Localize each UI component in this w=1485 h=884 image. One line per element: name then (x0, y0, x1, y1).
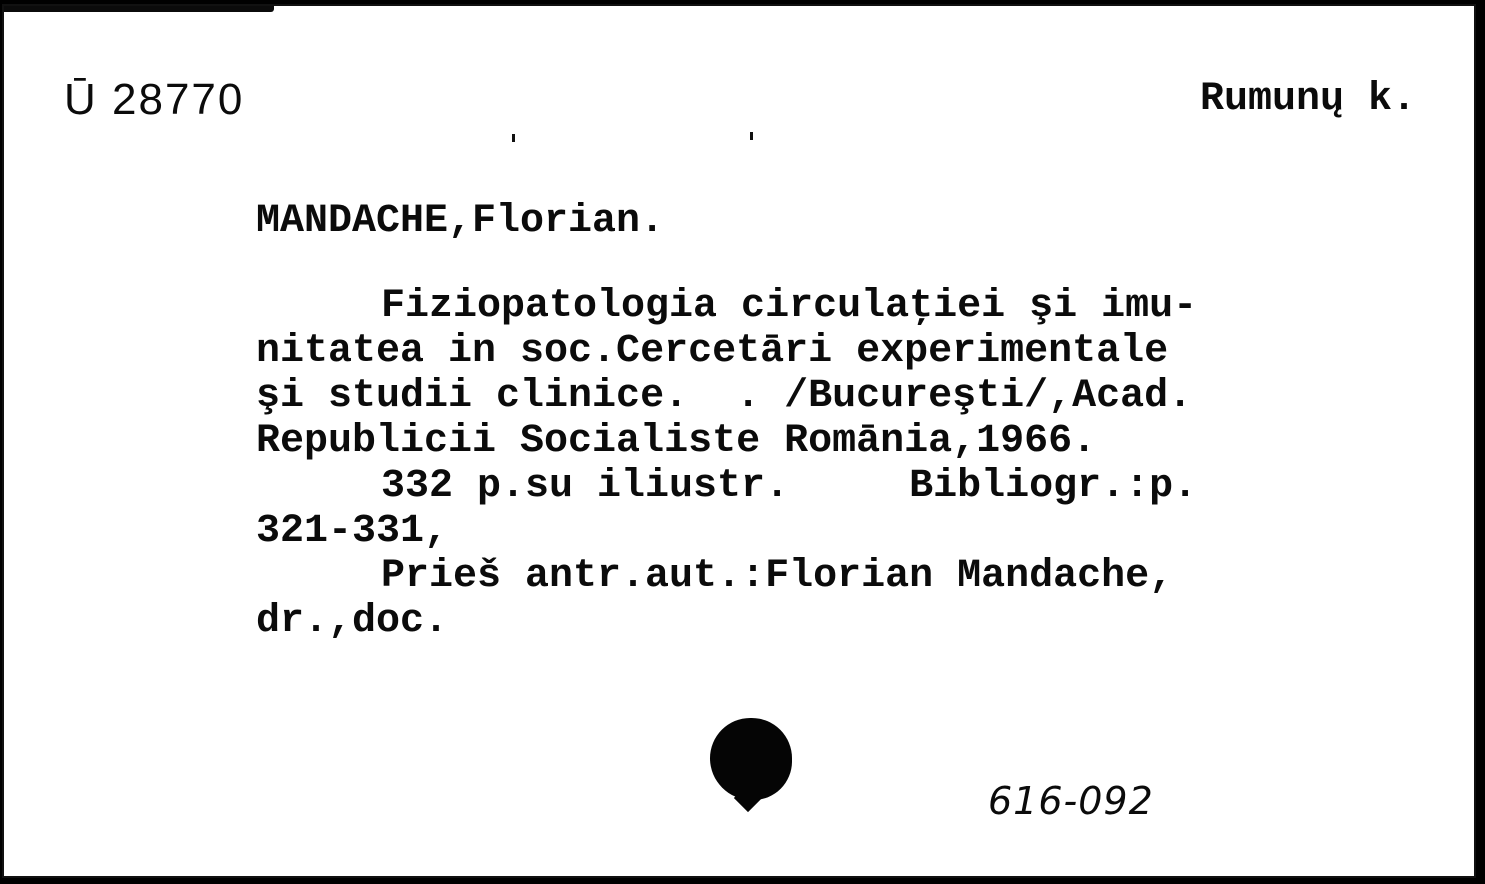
bibliographic-entry (256, 284, 1446, 644)
call-number: Ū 28770 (64, 75, 245, 124)
entry-line: 332 p.su iliustr. Bibliogr.:p. (381, 464, 1198, 509)
stray-mark (750, 132, 753, 140)
entry-line: Republicii Socialiste Romānia,1966. (256, 419, 1097, 464)
entry-line: şi studii clinice. . /Bucureşti/,Acad. (256, 374, 1193, 419)
entry-line: Fiziopatologia circulaţiei şi imu- (381, 284, 1198, 329)
punch-hole-dot (710, 718, 792, 800)
stray-mark (512, 134, 515, 142)
catalog-card (2, 4, 1476, 878)
country-label: Rumunų k. (1199, 77, 1416, 122)
entry-line: dr.,doc. (256, 599, 449, 644)
entry-line: nitatea in soc.Cercetāri experimentale (256, 329, 1169, 374)
card-top-edge-strip (4, 6, 274, 12)
classification-number: 616-092 (988, 779, 1154, 823)
author-heading: MANDACHE,Florian. (256, 199, 665, 244)
entry-line: Prieš antr.aut.:Florian Mandache, (381, 554, 1174, 599)
entry-line: 321-331, (256, 509, 449, 554)
